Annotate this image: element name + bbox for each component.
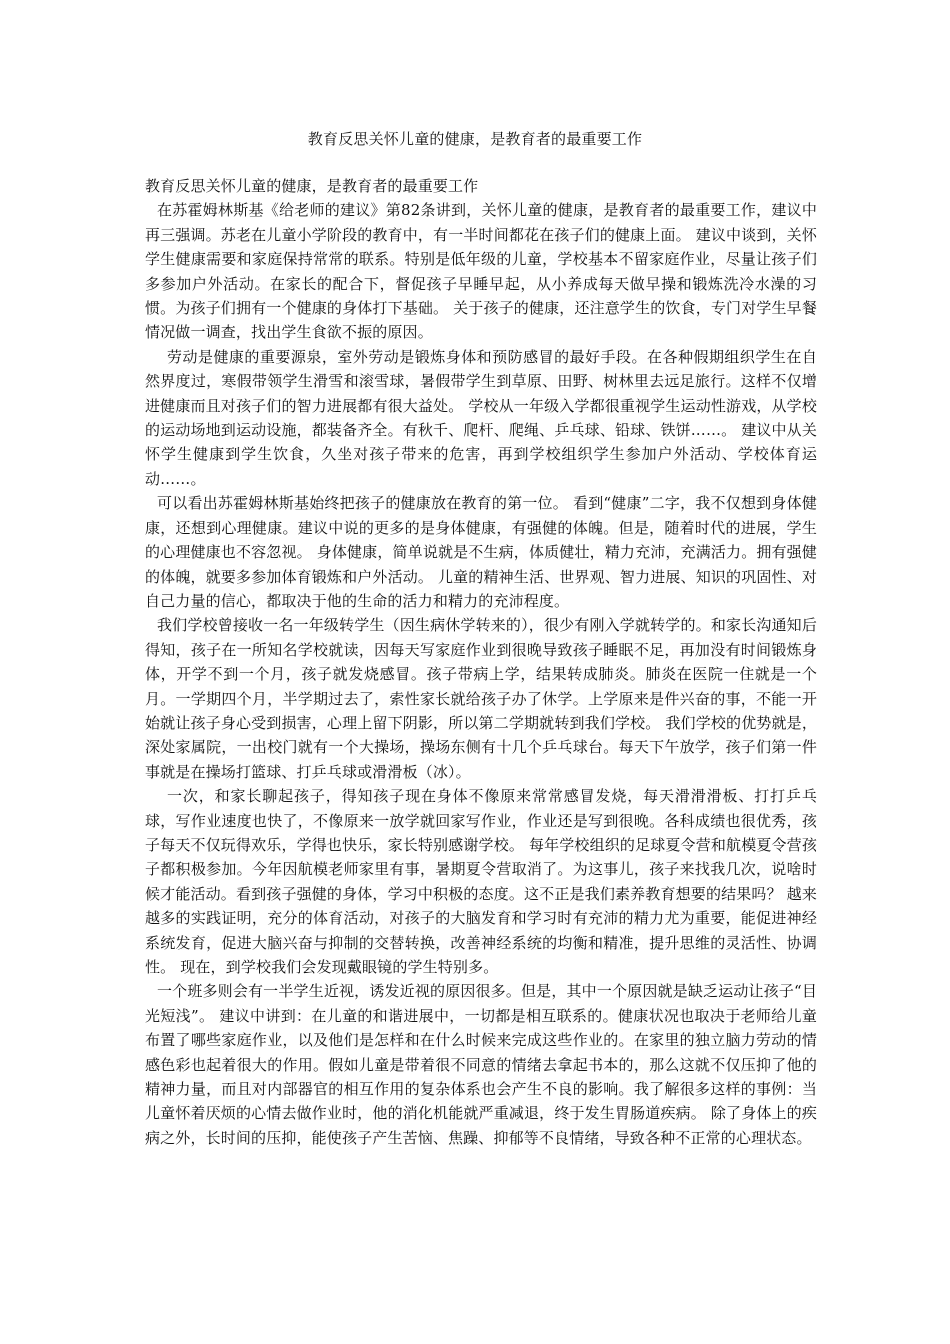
document-heading: 教育反思关怀儿童的健康，是教育者的最重要工作 [145,177,479,195]
paragraph-6: 一个班多则会有一半学生近视，诱发近视的原因很多。但是，其中一个原因就是缺乏运动让孩子“目光短浅”。 建议中讲到：在儿童的和谐进展中，一切都是相互联系的。健康状况也取决于老师给儿童布置了哪些家庭作业，以及他们是怎样和在什么时候来完成这些作业的。在家里的独立脑力劳动的情感色彩也起着很大的作用。假如儿童是带着很不同意的情绪去拿起书本的，那么这就不仅压抑了他的精神力量，而且对内部器官的相互作用的复杂体系也会产生不良的影响。我了解很多这样的事例：当儿童怀着厌烦的心情去做作业时，他的消化机能就严重减退，终于发生胃肠道疾病。 除了身体上的疾病之外，长时间的压抑，能使孩子产生苦恼、焦躁、抑郁等不良情绪，导致各种不正常的心理状态。 [145,982,817,1147]
paragraph-2: 劳动是健康的重要源泉，室外劳动是锻炼身体和预防感冒的最好手段。在各种假期组织学生在自然界度过，寒假带领学生滑雪和滚雪球，暑假带学生到草原、田野、树林里去远足旅行。这样不仅增进健康而且对孩子们的智力进展都有很大益处。 学校从一年级入学都很重视学生运动性游戏，从学校的运动场地到运动设施，都装备齐全。有秋千、爬杆、爬绳、乒乓球、铅球、铁饼……。 建议中从关怀学生健康到学生饮食，久坐对孩子带来的危害，再到学校组织学生参加户外活动、学校体育运动……。 [145,347,817,488]
paragraph-3: 可以看出苏霍姆林斯基始终把孩子的健康放在教育的第一位。 看到“健康”二字，我不仅想到身体健康，还想到心理健康。建议中说的更多的是身体健康，有强健的体魄。但是，随着时代的进展，学生的心理健康也不容忽视。 身体健康，简单说就是不生病，体质健壮，精力充沛，充满活力。拥有强健的体魄，就要多参加体育锻炼和户外活动。 儿童的精神生活、世界观、智力进展、知识的巩固性、对自己力量的信心，都取决于他的生命的活力和精力的充沛程度。 [145,494,817,610]
paragraph-5: 一次，和家长聊起孩子，得知孩子现在身体不像原来常常感冒发烧，每天滑滑滑板、打打乒乓球，写作业速度也快了，不像原来一放学就回家写作业，作业还是写到很晚。各科成绩也很优秀，孩子每天不仅玩得欢乐，学得也快乐，家长特别感谢学校。 每年学校组织的足球夏令营和航模夏令营孩子都积极参加。今年因航模老师家里有事，暑期夏令营取消了。为这事儿，孩子来找我几次，说啥时候才能活动。看到孩子强健的身体，学习中积极的态度。这不正是我们素养教育想要的结果吗？ 越来越多的实践证明，充分的体育活动，对孩子的大脑发育和学习时有充沛的精力尤为重要，能促进神经系统发育，促进大脑兴奋与抑制的交替转换，改善神经系统的均衡和精准，提升思维的灵活性、协调性。 现在，到学校我们会发现戴眼镜的学生特别多。 [145,787,817,976]
paragraph-4: 我们学校曾接收一名一年级转学生（因生病休学转来的），很少有刚入学就转学的。和家长沟通知后得知，孩子在一所知名学校就读，因每天写家庭作业到很晚导致孩子睡眠不足，再加没有时间锻炼身体，开学不到一个月，孩子就发烧感冒。孩子带病上学，结果转成肺炎。肺炎在医院一住就是一个月。一学期四个月，半学期过去了，索性家长就给孩子办了休学。上学原来是件兴奋的事，不能一开始就让孩子身心受到损害，心理上留下阴影，所以第二学期就转到我们学校。 我们学校的优势就是，深处家属院，一出校门就有一个大操场，操场东侧有十几个乒乓球台。每天下午放学，孩子们第一件事就是在操场打篮球、打乒乓球或滑滑板（冰）。 [145,616,817,781]
document-body [145,174,817,1150]
document-title: 教育反思关怀儿童的健康，是教育者的最重要工作 [307,130,643,148]
paragraph-1: 在苏霍姆林斯基《给老师的建议》第82条讲到，关怀儿童的健康，是教育者的最重要工作，建议中再三强调。苏老在儿童小学阶段的教育中，有一半时间都花在孩子们的健康上面。 建议中谈到，关怀学生健康需要和家庭保持常常的联系。特别是低年级的儿童，学校基本不留家庭作业，尽量让孩子们多参加户外活动。在家长的配合下，督促孩子早睡早起，从小养成每天做早操和锻炼洗冷水澡的习惯。为孩子们拥有一个健康的身体打下基础。 关于孩子的健康，还注意学生的饮食，专门对学生早餐情况做一调查，找出学生食欲不振的原因。 [145,201,817,342]
